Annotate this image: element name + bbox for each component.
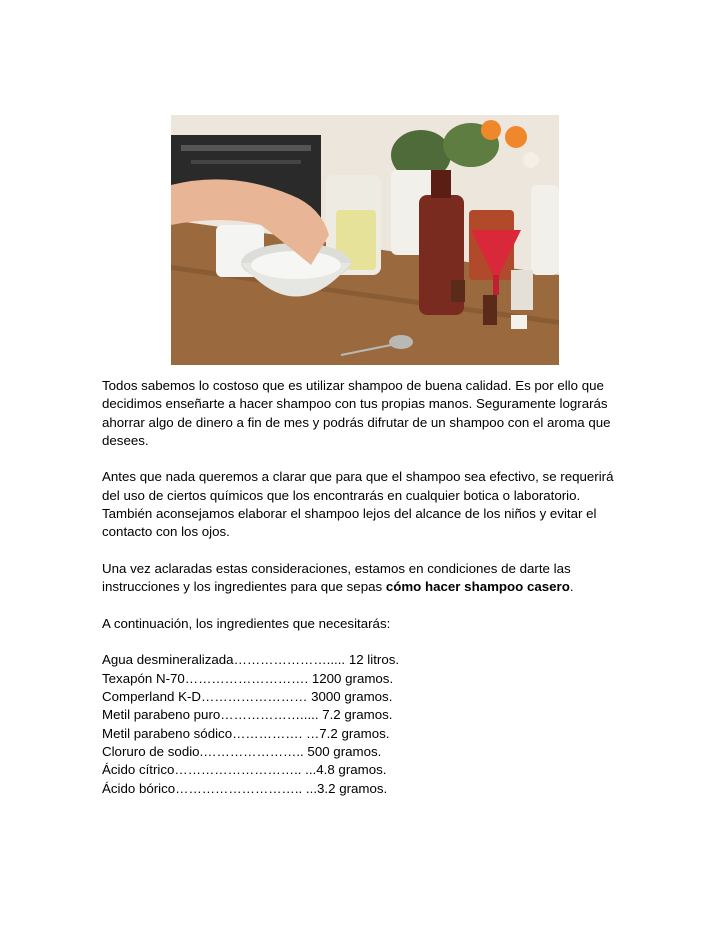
paragraph-warning: Antes que nada queremos a clarar que para que el shampoo sea efectivo, se requerirá del uso de ciertos químicos que los encontrarás en cualquier botica o laboratorio. También aconsejamos elaborar el shampoo lejos del alcance de los niños y evitar el contacto con los ojos. — [102, 469, 614, 540]
article-body — [102, 377, 632, 798]
ingredient-item: Metil parabeno puro………………..... 7.2 gramos. — [102, 707, 393, 723]
paragraph-instructions — [102, 560, 632, 597]
how-to-link-text: cómo hacer shampoo casero — [385, 579, 570, 595]
kitchen-photo-icon — [171, 115, 559, 365]
ingredients-list — [102, 651, 632, 797]
ingredients-intro: A continuación, los ingredientes que necesitarás: — [102, 615, 391, 631]
ingredient-item: Texapón N-70………………………. 1200 gramos. — [102, 670, 394, 686]
ingredient-item: Ácido cítrico……………………….. ...4.8 gramos. — [102, 762, 387, 778]
ingredient-item: Comperland K-D…………………… 3000 gramos. — [102, 689, 393, 705]
ingredient-item: Cloruro de sodio.………………….. 500 gramos. — [102, 743, 382, 759]
ingredient-item: Ácido bórico……………………….. ...3.2 gramos. — [102, 780, 388, 796]
paragraph-intro: Todos sabemos lo costoso que es utilizar shampoo de buena calidad. Es por ello que decidimos enseñarte a hacer shampoo con tus propias manos. Seguramente lograrás ahorrar algo de dinero a fin de mes y podrás difrutar de un shampoo con el aroma que desees. — [102, 378, 611, 448]
paragraph-instructions-end: . — [569, 579, 574, 595]
ingredient-item: Metil parabeno sódico……………. …7.2 gramos. — [102, 725, 390, 741]
ingredient-item: Agua desmineralizada…………………..... 12 litros. — [102, 652, 400, 668]
paragraph-instructions-text: Una vez aclaradas estas consideraciones, estamos en condiciones de darte las instrucciones y los ingredientes para que sepas — [102, 560, 571, 595]
kitchen-photo — [171, 115, 559, 365]
